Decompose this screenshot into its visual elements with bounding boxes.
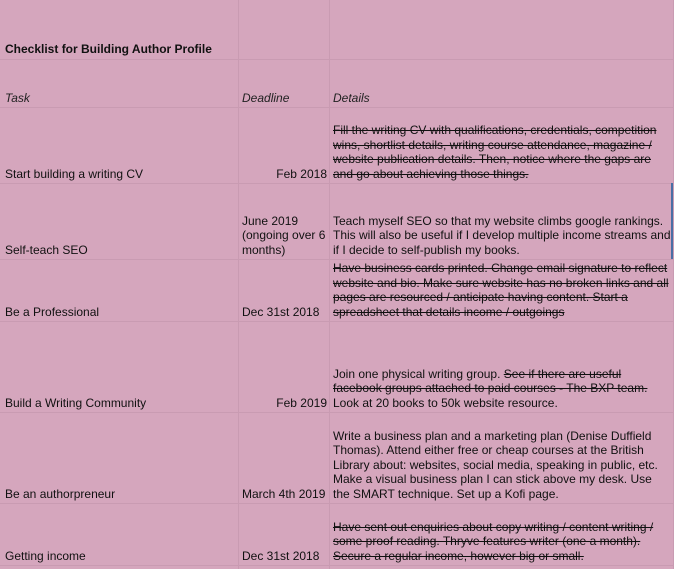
task-text: Getting income [5, 548, 86, 563]
details-text-after: Look at 20 books to 50k website resource. [333, 395, 558, 410]
details-struck-text: Have business cards printed. Change email signature to reflect website and bio. Make sure website has no broken links and all pages are resourced / anticipate having content. Start a spreadsheet that details income / outgoings [333, 261, 669, 319]
task-text: Be a Professional [5, 304, 100, 319]
header-task[interactable] [5, 60, 235, 107]
details-cell[interactable] [333, 108, 671, 183]
deadline-text: Dec 31st 2018 [242, 304, 320, 319]
details-struck-text: Fill the writing CV with qualifications, credentials, competition wins, shortlist details, writing course attendance, magazine / website publication details. Then, notice where the gaps are and go about achieving those things. [333, 123, 657, 181]
task-text: Start building a writing CV [5, 166, 144, 181]
task-text: Self-teach SEO [5, 242, 88, 257]
deadline-cell[interactable] [242, 108, 327, 183]
sheet-title-cell[interactable] [5, 0, 235, 58]
details-cell[interactable] [333, 413, 671, 503]
deadline-cell[interactable] [242, 260, 327, 321]
header-details[interactable] [333, 60, 671, 107]
column-divider [238, 0, 239, 569]
header-details-label: Details [333, 90, 370, 105]
deadline-cell[interactable] [242, 504, 327, 565]
details-struck-text: Have sent out enquiries about copy writing / content writing / some proof reading. Thryve features writer (one a month). Secure a regular income, however big or small. [333, 519, 654, 563]
details-cell[interactable] [333, 184, 671, 259]
task-cell[interactable] [5, 184, 235, 259]
sheet-title: Checklist for Building Author Profile [5, 41, 212, 56]
header-deadline-label: Deadline [242, 90, 290, 105]
deadline-text: June 2019 (ongoing over 6 months) [242, 213, 326, 257]
deadline-text: March 4th 2019 [242, 486, 326, 501]
deadline-cell[interactable] [242, 322, 327, 412]
details-text: Teach myself SEO so that my website climbs google rankings. This will also be useful if I develop multiple income streams and if I decide to self-publish my books. [333, 213, 671, 257]
task-cell[interactable] [5, 260, 235, 321]
deadline-text: Feb 2019 [276, 395, 327, 410]
task-text: Be an authorpreneur [5, 486, 116, 501]
details-text: Write a business plan and a marketing plan (Denise Duffield Thomas). Attend either free or cheap courses at the British Library about: websites, social media, speaking in public, etc. Make a visual business plan I can stick above my desk. Use the SMART technique. Set up a Kofi page. [333, 428, 658, 501]
deadline-cell[interactable] [242, 413, 327, 503]
deadline-text: Dec 31st 2018 [242, 548, 320, 563]
details-cell[interactable] [333, 504, 671, 565]
header-deadline[interactable] [242, 60, 327, 107]
details-cell[interactable] [333, 322, 671, 412]
deadline-text: Feb 2018 [276, 166, 327, 181]
task-cell[interactable] [5, 108, 235, 183]
row-divider [0, 565, 674, 566]
column-divider [673, 0, 674, 569]
deadline-cell[interactable] [242, 184, 327, 259]
details-struck-text: See if there are useful facebook groups attached to paid courses - The BXP team. [333, 366, 648, 395]
task-text: Build a Writing Community [5, 395, 147, 410]
header-task-label: Task [5, 90, 30, 105]
task-cell[interactable] [5, 322, 235, 412]
details-text: Join one physical writing group. [333, 366, 504, 381]
selection-edge [671, 183, 673, 259]
details-cell[interactable] [333, 260, 671, 321]
column-divider [329, 0, 330, 569]
task-cell[interactable] [5, 413, 235, 503]
task-cell[interactable] [5, 504, 235, 565]
